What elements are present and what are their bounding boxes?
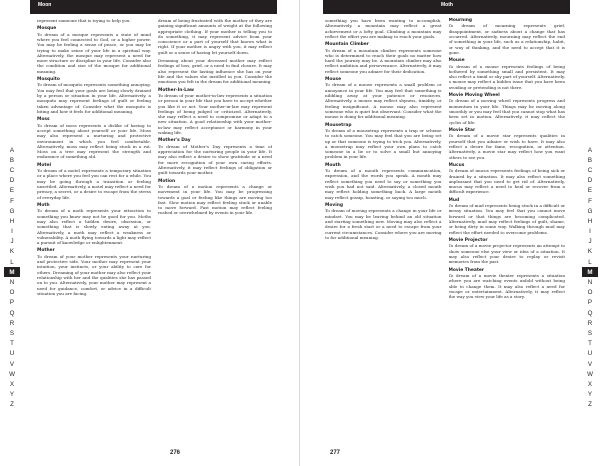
dictionary-entry bbox=[37, 117, 151, 159]
dictionary-entry bbox=[158, 179, 272, 216]
alphabet-letter-l: L bbox=[10, 258, 14, 266]
entry-definition: dream of being frustrated with the mother of they are gaining significant amounts of weight at the following appropriate clothing. If your mother is telling you to do something, it may represent advice from your conscience or a part of yourself that knows what is right. If your mother is angry with you, it may reflect guilt or a sense of having let yourself down. bbox=[158, 18, 272, 55]
alphabet-letter-i: I bbox=[589, 228, 591, 236]
dictionary-entry bbox=[158, 58, 272, 84]
alphabet-letter-k: K bbox=[9, 248, 15, 256]
dictionary-entry bbox=[325, 123, 442, 160]
dictionary-entry bbox=[449, 58, 566, 90]
entry-term: Moss bbox=[37, 117, 50, 123]
entry-term: Movie Theater bbox=[448, 267, 485, 273]
entry-term: Mud bbox=[448, 197, 460, 203]
alphabet-letter-b: B bbox=[9, 156, 15, 164]
entry-term: Motel bbox=[37, 162, 51, 168]
alphabet-letter-d: D bbox=[587, 177, 593, 185]
entry-term: Motion bbox=[158, 178, 176, 184]
entry-definition: To dream of a mouth represents communication, expression, and the words you speak. A mouth may reflect something you need to say or something you wish you had not said. Alternatively, a closed mouth may reflect holding something back. A large mouth may reflect gossip, boasting, or saying too much. bbox=[325, 168, 442, 200]
alphabet-letter-y: Y bbox=[587, 391, 593, 399]
entry-definition: To dream of a mouse represents a small problem or annoyance in your life. You may feel that something is nibbling away at your patience or resources. Alternatively, a mouse may reflect shyness, timidity, or feeling insignificant. A mouse may also represent someone who is quiet but observant. Consider what the mouse is doing for additional meaning. bbox=[325, 82, 442, 120]
alphabet-index bbox=[582, 145, 598, 410]
alphabet-letter-s: S bbox=[9, 329, 15, 337]
dictionary-entry bbox=[158, 138, 272, 175]
entry-definition: To dream of a moth represents your attraction to something you know may not be good for you. Moths may also reflect a hidden desire, obsession, or something that is slowly eating away at you. Alternatively, a moth may reflect a weakness or vulnerability. A moth flying towards a light may reflect a pursuit of knowledge or enlightenment. bbox=[37, 208, 151, 246]
alphabet-letter-b: B bbox=[587, 156, 593, 164]
entry-definition: To dream of a mosque represents a state of mind where you feel connected to God, or a higher power. You may be feeling a sense of peace, or you may be trying to make sense of your life in a spiritual way. Alternatively, the mosque may represent a need for more structure or discipline in your life. Consider also the condition and size of the mosque for additional meaning. bbox=[37, 31, 151, 74]
alphabet-letter-i: I bbox=[11, 228, 13, 236]
running-header bbox=[323, 0, 570, 14]
alphabet-letter-q: Q bbox=[587, 309, 593, 317]
entry-definition: To dream of a mousetrap represents a trap or scheme to catch someone. You may feel that you are being set up or that someone is trying to trick you. Alternatively, a mousetrap may reflect your own plans to catch someone in a lie or to solve a small but annoying problem in your life. bbox=[325, 127, 442, 160]
entry-definition: To dream of your mother-in-law represents a situation or person in your life that you have to accept whether you like it or not. Your mother-in-law may represent feelings of being judged or criticized. Alternatively, she may reflect a need to compromise or adapt to a new situation. A good relationship with your mother-in-law may reflect acceptance or harmony in your waking life. bbox=[158, 92, 272, 136]
entry-definition: Dreaming about your deceased mother may reflect feelings of loss, grief, or a need to find closure. It may also represent the lasting influence she has on your life and the values she instilled in you. Consider the emotions you felt in the dream for additional meaning. bbox=[158, 58, 272, 85]
entry-term: Movie Star bbox=[448, 127, 476, 133]
right-column-2 bbox=[449, 18, 566, 433]
running-header bbox=[30, 0, 277, 14]
alphabet-index bbox=[4, 145, 20, 410]
entry-term: Moth bbox=[37, 202, 50, 208]
entry-term: Mucus bbox=[448, 162, 465, 168]
alphabet-letter-v: V bbox=[9, 360, 15, 368]
alphabet-letter-o: O bbox=[9, 289, 15, 297]
alphabet-letter-n: N bbox=[9, 279, 15, 287]
entry-term: Mouth bbox=[325, 162, 341, 168]
entry-definition: represent someone that is trying to help you. bbox=[37, 18, 131, 23]
alphabet-letter-w: W bbox=[587, 370, 593, 378]
entry-term: Mother bbox=[37, 248, 55, 254]
alphabet-letter-k: K bbox=[587, 248, 593, 256]
entry-definition: To dream of a moving wheel represents progress and momentum in your life. Things may be moving along smoothly or you may feel that you cannot stop what has been set in motion. Alternatively, it may reflect the cycles of life. bbox=[448, 98, 565, 125]
alphabet-letter-s: S bbox=[587, 329, 593, 337]
running-header-label: Moth bbox=[441, 2, 453, 8]
dictionary-entry bbox=[325, 203, 442, 240]
dictionary-entry bbox=[37, 18, 151, 23]
left-columns bbox=[37, 18, 272, 433]
entry-definition: To dream of a mountain climber represents someone who is determined to reach their goals no matter how hard the journey may be. A mountain climber may also reflect ambition and perseverance. Alternatively, it may reflect someone you admire for their dedication. bbox=[325, 47, 442, 74]
entry-term: Mosque bbox=[37, 26, 57, 32]
alphabet-letter-g: G bbox=[587, 207, 593, 215]
page-number: 276 bbox=[170, 450, 181, 456]
entry-term: Moving bbox=[325, 202, 344, 208]
alphabet-letter-u: U bbox=[587, 350, 593, 358]
alphabet-letter-f: F bbox=[10, 197, 14, 205]
entry-term: Mother-In-Law bbox=[158, 87, 194, 93]
alphabet-letter-o: O bbox=[587, 289, 593, 297]
entry-term: Mouse bbox=[325, 77, 342, 83]
alphabet-letter-r: R bbox=[9, 319, 15, 327]
alphabet-letter-p: P bbox=[587, 299, 593, 307]
entry-term: Mouse bbox=[448, 58, 465, 64]
dictionary-entry bbox=[158, 18, 272, 55]
dictionary-entry bbox=[37, 163, 151, 200]
alphabet-letter-z: Z bbox=[588, 401, 592, 409]
entry-term: Mousetrap bbox=[325, 122, 352, 128]
entry-term: Movie Projector bbox=[448, 237, 488, 243]
dictionary-entry bbox=[449, 128, 566, 160]
dictionary-entry bbox=[37, 203, 151, 245]
dictionary-entry bbox=[37, 26, 151, 74]
alphabet-letter-m: M bbox=[4, 267, 20, 277]
entry-definition: To dream of Mother's Day represents a time of appreciation for the nurturing people in your life. It may also reflect a desire to show gratitude or a need for more recognition of your own caring efforts. Alternatively, it may reflect feelings of obligation or guilt towards your mother. bbox=[158, 143, 272, 176]
entry-definition: To dream of a motion represents a change or movement in your life. You may be progressing towards a goal or feeling like things are moving too fast. Slow motion may reflect feeling stuck or unable to move forward. Fast motion may reflect feeling rushed or overwhelmed by events in your life. bbox=[158, 183, 272, 216]
alphabet-letter-w: W bbox=[9, 370, 15, 378]
alphabet-letter-p: P bbox=[9, 299, 15, 307]
entry-definition: To dream of mourning represents grief, disappointment, or sadness about a change that has occurred. Alternatively, mourning may reflect the end of something in your life, such as a relationship, habit, or way of thinking, and the need to accept that it is gone. bbox=[448, 23, 565, 55]
alphabet-letter-x: X bbox=[587, 380, 593, 388]
alphabet-letter-g: G bbox=[9, 207, 15, 215]
alphabet-letter-t: T bbox=[10, 340, 14, 348]
entry-term: Movie Moving Wheel bbox=[448, 93, 500, 99]
entry-definition: To dream of mud represents being stuck in a difficult or messy situation. You may feel that you cannot move forward or that things are becoming complicated. Alternatively, mud may reflect feelings of guilt, shame, or being dirty in some way. Walking through mud may reflect the effort needed to overcome problems. bbox=[448, 203, 565, 235]
right-page bbox=[300, 0, 600, 466]
entry-definition: To dream of a movie projector represents an attempt to show someone else your view or idea of a situation. It may also reflect your desire to replay or revisit memories from the past. bbox=[448, 243, 565, 265]
alphabet-letter-a: A bbox=[9, 146, 15, 154]
entry-term: Mountain Climber bbox=[325, 42, 369, 48]
entry-definition: To dream of your mother represents your nurturing and protective side. Your mother may represent your intuition, your instincts, or your ability to care for others. Dreaming of your mother may also reflect your relationship with her and the qualities she has passed on to you. Alternatively, your mother may represent a need for guidance, comfort, or advice in a difficult situation you are facing. bbox=[37, 253, 151, 296]
dictionary-entry bbox=[449, 198, 566, 235]
alphabet-letter-l: L bbox=[588, 258, 592, 266]
alphabet-letter-d: D bbox=[9, 177, 15, 185]
entry-definition: To dream of a motel represents a temporary situation or a place where you feel you can rest for a while. You may be going through a transition or feeling unsettled. Alternatively, a motel may reflect a need for privacy, a secret, or a desire to escape from the stress of everyday life. bbox=[37, 168, 151, 200]
alphabet-letter-h: H bbox=[587, 217, 593, 225]
alphabet-letter-m: M bbox=[582, 267, 598, 277]
left-column-1 bbox=[37, 18, 151, 433]
left-column-2 bbox=[158, 18, 272, 433]
entry-term: Mourning bbox=[448, 18, 473, 23]
alphabet-letter-j: J bbox=[10, 238, 14, 246]
alphabet-letter-u: U bbox=[9, 350, 15, 358]
dictionary-entry bbox=[449, 93, 566, 125]
dictionary-entry bbox=[449, 18, 566, 55]
alphabet-letter-q: Q bbox=[9, 309, 15, 317]
alphabet-letter-c: C bbox=[9, 166, 15, 174]
dictionary-entry bbox=[325, 18, 442, 39]
entry-term: Mosquito bbox=[37, 77, 60, 83]
alphabet-letter-h: H bbox=[9, 217, 15, 225]
right-columns bbox=[325, 18, 565, 433]
right-column-1 bbox=[325, 18, 442, 433]
dictionary-entry bbox=[325, 42, 442, 74]
alphabet-letter-z: Z bbox=[10, 401, 14, 409]
alphabet-letter-n: N bbox=[587, 279, 593, 287]
entry-definition: something you have been wanting to accomplish. Alternatively, a mountain may reflect a great achievement or a lofty goal. Climbing a mountain may reflect the effort you are making to reach your goals. bbox=[325, 18, 442, 39]
entry-definition: To dream of a movie star represents qualities in yourself that you admire or wish to have. It may also reflect a desire for fame, recognition, or attention. Alternatively, a movie star may reflect how you want others to see you. bbox=[448, 133, 565, 160]
dictionary-entry bbox=[449, 268, 566, 300]
alphabet-letter-r: R bbox=[587, 319, 593, 327]
alphabet-letter-a: A bbox=[587, 146, 593, 154]
entry-term: Mother's Day bbox=[158, 138, 191, 144]
entry-definition: To dream of mosquito represents something annoying. You may feel that your goals are being slowly drained by a person or situation in your life. Alternatively, a mosquito may represent feelings of guilt or feeling taken advantage of. Consider what the mosquito is biting and how it feels for additional meaning. bbox=[37, 82, 151, 114]
alphabet-letter-e: E bbox=[587, 187, 593, 195]
alphabet-letter-f: F bbox=[588, 197, 592, 205]
alphabet-letter-y: Y bbox=[9, 391, 15, 399]
alphabet-letter-c: C bbox=[587, 166, 593, 174]
entry-definition: To dream of a mouse represents feelings of being bothered by something small and persistent. It may also reflect a timid or shy part of yourself. Alternatively, a mouse may reflect a hidden issue that you have been avoiding or pretending is not there. bbox=[448, 63, 565, 90]
dictionary-entry bbox=[449, 163, 566, 195]
page-number: 277 bbox=[330, 450, 341, 456]
dictionary-entry bbox=[449, 238, 566, 265]
dictionary-entry bbox=[325, 163, 442, 200]
entry-definition: To dream of moss represents a dislike of having to accept something about yourself or your life. Moss may also represent a nurturing and protective environment in which you feel comfortable. Alternatively, moss may reflect being stuck in a rut. Moss on a tree may represent the strength and endurance of something old. bbox=[37, 122, 151, 160]
entry-definition: To dream of mucus represents feelings of being sick or drained by a situation. It may also reflect something unpleasant that you need to get rid of. Alternatively, mucus may reflect a need to heal or recover from a difficult experience. bbox=[448, 168, 565, 195]
dictionary-entry bbox=[37, 77, 151, 114]
dictionary-entry bbox=[158, 88, 272, 136]
alphabet-letter-v: V bbox=[587, 360, 593, 368]
dictionary-entry bbox=[325, 77, 442, 119]
alphabet-letter-j: J bbox=[588, 238, 592, 246]
alphabet-letter-e: E bbox=[9, 187, 15, 195]
alphabet-letter-t: T bbox=[588, 340, 592, 348]
entry-definition: To dream of a movie theater represents a situation where you are watching events unfold without being able to change them. It may also reflect a need for escape or entertainment. Alternatively, it may reflect the way you view your life as a story. bbox=[448, 272, 565, 300]
dictionary-entry bbox=[37, 248, 151, 296]
entry-definition: To dream of moving represents a change in your life or mindset. You may be leaving behind an old situation and starting something new. Moving may also reflect a desire for a fresh start or a need to escape from your current circumstances. Consider where you are moving to for additional meaning. bbox=[325, 208, 442, 240]
running-header-label: Moon bbox=[38, 2, 52, 8]
alphabet-letter-x: X bbox=[9, 380, 15, 388]
